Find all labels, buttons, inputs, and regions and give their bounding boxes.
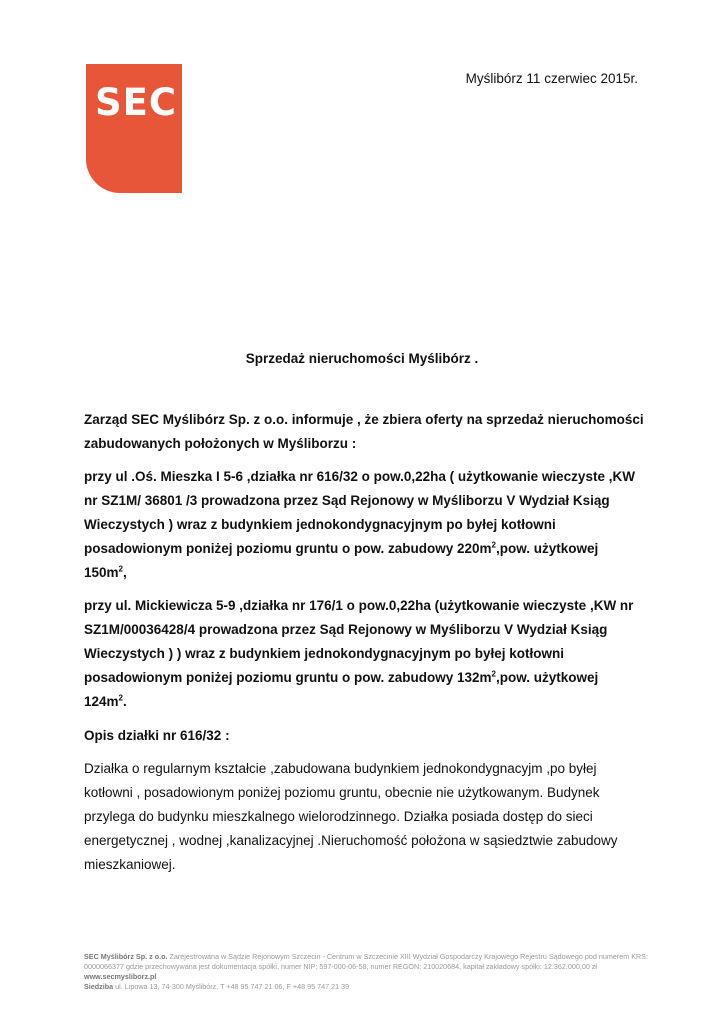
- superscript: 2: [491, 669, 496, 679]
- footer: [84, 952, 649, 992]
- property-2-usable-area: ,pow. użytkowej 124m: [84, 670, 599, 709]
- footer-registration: [84, 952, 649, 972]
- website-link[interactable]: www.secmysliborz.pl: [84, 972, 157, 981]
- superscript: 2: [491, 540, 496, 550]
- description-paragraph: Działka o regularnym kształcie ,zabudowana budynkiem jednokondygnacyjm ,po byłej kotłowni , posadowionym poniżej poziomu gruntu, obecnie nie użytkowanym. Budynek przylega do budynku mieszkalnego wielorodzinnego. Działka posiada dostęp do sieci energetycznej , wodnej ,kanalizacyjnej .Nieruchomość położona w sąsiedztwie zabudowy mieszkaniowej.: [84, 761, 618, 872]
- document-body: [84, 408, 644, 877]
- superscript: 2: [118, 693, 123, 703]
- property-2-text: przy ul. Mickiewicza 5-9 ,działka nr 176/1 o pow.0,22ha (użytkowanie wieczyste ,KW nr SZ1M/00036428/4 prowadzona przez Sąd Rejonowy w Myśliborzu V Wydział Ksiąg Wieczystych ) ) wraz z budynkiem jednokondygnacyjnym po byłej kotłowni posadowionym poniżej poziomu gruntu o pow. zabudowy 132m: [84, 598, 634, 685]
- footer-seat: [84, 982, 649, 992]
- property-1-usable-area: ,pow. użytkowej 150m: [84, 541, 599, 580]
- document-title: Sprzedaż nieruchomości Myślibórz .: [245, 351, 479, 366]
- logo-text: SEC: [95, 81, 178, 124]
- sec-logo: [86, 64, 182, 193]
- document-date: Myślibórz 11 czerwiec 2015r.: [465, 71, 638, 86]
- property-2-paragraph: [84, 594, 644, 714]
- footer-seat-label: Siedziba: [84, 982, 114, 991]
- superscript: 2: [118, 564, 123, 574]
- footer-registration-text: Zarejestrowana w Sądzie Rejonowym Szczecin - Centrum w Szczecinie XIII Wydział Gospodarczy Krajowego Rejestru Sądowego pod numerem KRS: 0000066377 gdzie przechowywana jest dokumentacja spółki, numer NIP: 597-000-06-58, numer REGON: 210020684, kapitał zakładowy spółki: 12.362.000,00 zł: [84, 952, 648, 971]
- footer-website[interactable]: [84, 972, 649, 982]
- footer-seat-address: ul. Lipowa 13, 74-300 Myślibórz, T +48 95 747 21 06, F +48 95 747 21 39: [113, 982, 350, 991]
- property-1-text: przy ul .Oś. Mieszka I 5-6 ,działka nr 616/32 o pow.0,22ha ( użytkowanie wieczyste ,KW nr SZ1M/ 36801 /3 prowadzona przez Sąd Rejonowy w Myśliborzu V Wydział Ksiąg Wieczystych ) wraz z budynkiem jednokondygnacyjnym po byłej kotłowni posadowionym poniżej poziomu gruntu o pow. zabudowy 220m: [84, 469, 635, 556]
- property-1-paragraph: [84, 465, 644, 585]
- description-heading: Opis działki nr 616/32 :: [84, 728, 230, 743]
- intro-paragraph: Zarząd SEC Myślibórz Sp. z o.o. informuje , że zbiera oferty na sprzedaż nieruchomości zabudowanych położonych w Myśliborzu :: [84, 412, 644, 451]
- property-1-end: ,: [122, 565, 127, 580]
- property-2-end: .: [122, 694, 127, 709]
- footer-company: SEC Myślibórz Sp. z o.o.: [84, 952, 168, 961]
